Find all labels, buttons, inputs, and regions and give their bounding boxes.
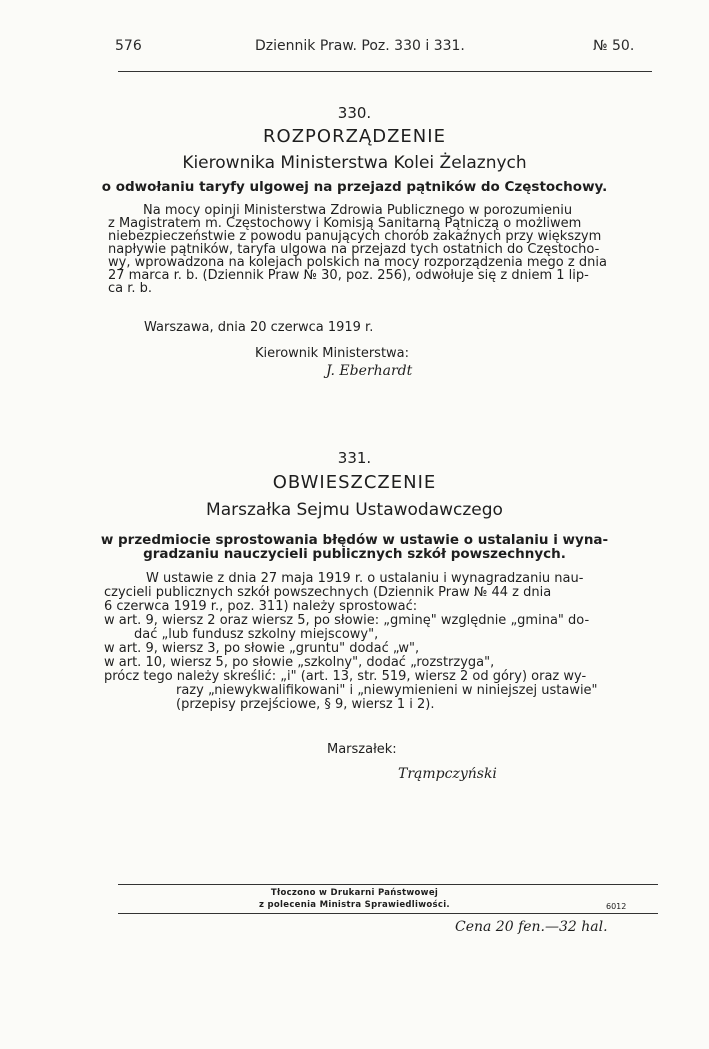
section-330-place-date: Warszawa, dnia 20 czerwca 1919 r. [144, 320, 374, 335]
body-line: 6 czerwca 1919 r., poz. 311) należy sprostować: [104, 599, 418, 614]
section-331-body [104, 572, 654, 712]
footer-rule-bottom [118, 913, 658, 914]
body-line: w art. 9, wiersz 3, po słowie „gruntu" dodać „w", [104, 641, 420, 656]
body-line: W ustawie z dnia 27 maja 1919 r. o ustalaniu i wynagradzaniu nau- [146, 571, 584, 586]
print-number: 6012 [606, 902, 627, 911]
section-331-subject-line1: w przedmiocie sprostowania błędów w ustawie o ustalaniu i wyna- [100, 532, 609, 548]
price: Cena 20 fen.—32 hal. [455, 919, 608, 935]
section-330-signatory-title: Kierownik Ministerstwa: [255, 346, 410, 361]
journal-title: Dziennik Praw. Poz. 330 i 331. [255, 38, 465, 54]
section-330-title: ROZPORZĄDZENIE [263, 126, 446, 147]
issue-number: № 50. [593, 38, 635, 54]
body-line: Na mocy opinji Ministerstwa Zdrowia Publicznego w porozumieniu [143, 203, 573, 218]
section-331-subject-line2: gradzaniu nauczycieli publicznych szkół powszechnych. [143, 546, 566, 562]
section-331-issuer: Marszałka Sejmu Ustawodawczego [206, 500, 503, 520]
section-331-signatory-title: Marszałek: [327, 742, 397, 757]
body-line: w art. 9, wiersz 2 oraz wiersz 5, po słowie: „gminę" względnie „gmina" do- [104, 613, 590, 628]
header-rule [118, 71, 652, 72]
body-line: prócz tego należy skreślić: „i" (art. 13, str. 519, wiersz 2 od góry) oraz wy- [104, 669, 587, 684]
body-line: w art. 10, wiersz 5, po słowie „szkolny", dodać „rozstrzyga", [104, 655, 495, 670]
section-331-number: 331. [337, 449, 372, 467]
footer-rule-top [118, 884, 658, 885]
body-line: czycieli publicznych szkół powszechnych (Dziennik Praw № 44 z dnia [104, 585, 552, 600]
body-line: (przepisy przejściowe, § 9, wiersz 1 i 2). [176, 697, 435, 712]
body-line: razy „niewykwalifikowani" i „niewymienieni w niniejszej ustawie" [176, 683, 598, 698]
body-line: napływie pątników, taryfa ulgowa na przejazd tych ostatnich do Częstocho- [108, 242, 600, 257]
body-line: ca r. b. [108, 281, 153, 296]
section-330-signature: J. Eberhardt [326, 363, 413, 379]
body-line: dać „lub fundusz szkolny miejscowy", [134, 627, 379, 642]
body-line: niebezpieczeństwie z powodu panujących chorób zakaźnych przy większym [108, 229, 602, 244]
section-331-signature: Trąmpczyński [398, 766, 497, 782]
section-330-issuer: Kierownika Ministerstwa Kolei Żelaznych [182, 153, 527, 173]
body-line: z Magistratem m. Częstochowy i Komisją Sanitarną Pątniczą o możliwem [108, 216, 582, 231]
body-line: wy, wprowadzona na kolejach polskich na mocy rozporządzenia mego z dnia [108, 255, 607, 270]
section-330-subject: o odwołaniu taryfy ulgowej na przejazd pątników do Częstochowy. [101, 179, 608, 195]
printer-line2: z polecenia Ministra Sprawiedliwości. [259, 900, 450, 910]
section-330-body [108, 204, 653, 295]
body-line: 27 marca r. b. (Dziennik Praw № 30, poz. 256), odwołuje się z dniem 1 lip- [108, 268, 589, 283]
page-number: 576 [115, 38, 142, 54]
section-331-title: OBWIESZCZENIE [272, 472, 437, 493]
section-330-number: 330. [337, 104, 372, 122]
printer-line1: Tłoczono w Drukarni Państwowej [270, 888, 439, 898]
